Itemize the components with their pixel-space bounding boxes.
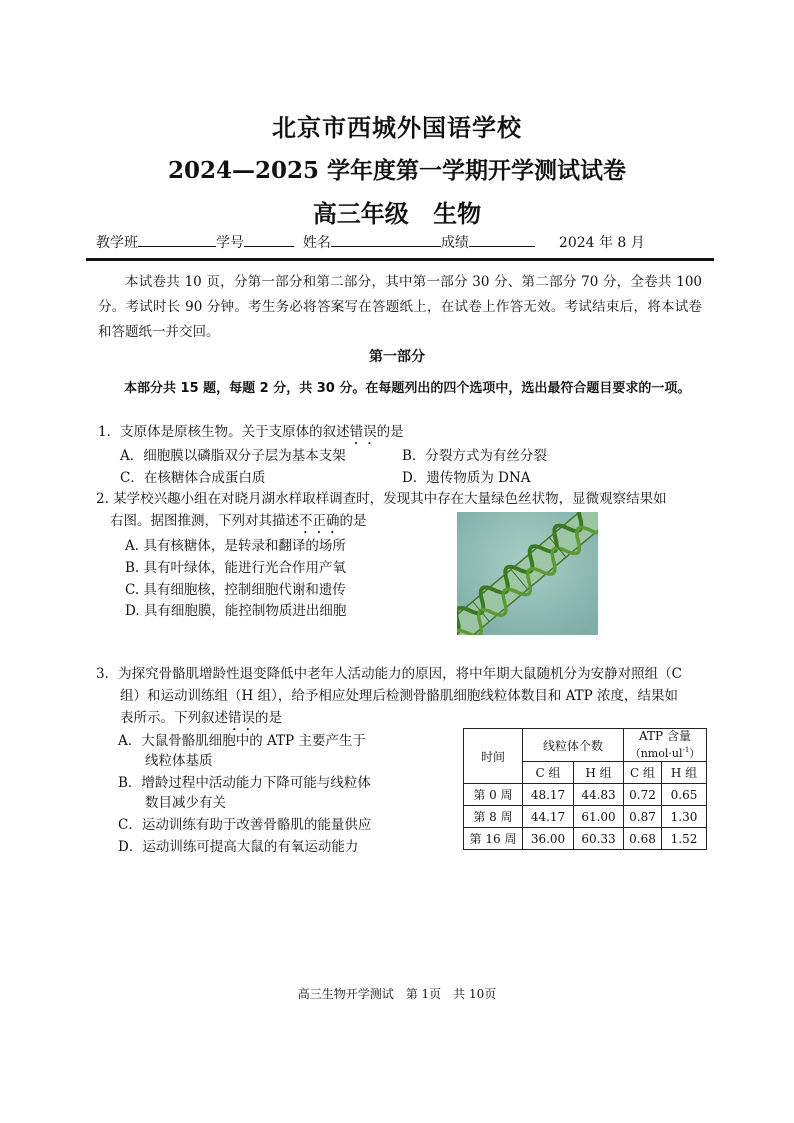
q3-option-b: B．增龄过程中活动能力下降可能与线粒体	[118, 775, 371, 791]
spirogyra-micrograph	[457, 512, 598, 635]
table-row	[464, 784, 707, 806]
class-field[interactable]	[138, 232, 216, 247]
table-cell: 0.87	[624, 806, 662, 828]
table-cell: 60.33	[574, 828, 624, 850]
table-cell: 0.65	[662, 784, 707, 806]
table-cell: 第 8 周	[464, 806, 523, 828]
school-name: 北京市西城外国语学校	[272, 113, 522, 142]
name-field[interactable]	[331, 232, 441, 247]
table-cell: 44.17	[523, 806, 574, 828]
q1-stem: 1．支原体是原核生物。关于支原体的叙述错误的是	[98, 424, 404, 440]
grade-subject	[0, 194, 794, 229]
q2-emphasis: 不正确	[299, 513, 340, 529]
atp-c-header: C 组	[624, 762, 662, 784]
q2-option-c: C. 具有细胞核，控制细胞代谢和遗传	[125, 582, 346, 598]
q2-stem-line1: 2. 某学校兴趣小组在对晓月湖水样取样调查时，发现其中存在大量绿色丝状物，显微观察结果如	[96, 491, 667, 507]
filament-image	[457, 512, 598, 635]
score-field[interactable]	[469, 232, 535, 247]
q1-option-a: A．细胞膜以磷脂双分子层为基本支架	[120, 448, 346, 464]
score-label: 成绩	[440, 235, 469, 251]
q3-stem-line2: 组）和运动训练组（H 组），给予相应处理后检测骨骼肌细胞线粒体数目和 ATP 浓度，结果如	[120, 688, 678, 704]
q3-option-c: C．运动训练有助于改善骨骼肌的能量供应	[118, 817, 372, 833]
student-info-row	[96, 232, 716, 252]
q3-emphasis: 错误	[228, 710, 255, 726]
table-cell: 44.83	[574, 784, 624, 806]
q3-stem-line3: 表所示。下列叙述错误的是	[120, 710, 282, 726]
table-cell: 61.00	[574, 806, 624, 828]
table-cell: 第 16 周	[464, 828, 523, 850]
q3-option-d: D．运动训练可提高大鼠的有氧运动能力	[118, 839, 359, 855]
q2-stem-line2: 右图。据图推测，下列对其描述不正确的是	[110, 513, 367, 529]
table-cell: 1.30	[662, 806, 707, 828]
table-cell: 36.00	[523, 828, 574, 850]
table-cell: 第 0 周	[464, 784, 523, 806]
q2-option-d: D. 具有细胞膜，能控制物质进出细胞	[125, 603, 347, 619]
q3-stem-line1: 3．为探究骨骼肌增龄性退变降低中老年人活动能力的原因，将中年期大鼠随机分为安静对照组（C	[96, 666, 682, 682]
atp-header: ATP 含量 $(nmol\cdot ul^{-1})$	[624, 729, 707, 762]
atp-table	[463, 728, 707, 850]
q1-option-b: B．分裂方式为有丝分裂	[402, 448, 547, 464]
q1-option-c: C．在核糖体合成蛋白质	[120, 470, 266, 486]
exam-date: 2024 年 8 月	[558, 235, 645, 251]
atp-table-wrap	[463, 728, 707, 850]
atp-h-header: H 组	[662, 762, 707, 784]
q1-option-d: D．遗传物质为 DNA	[402, 470, 531, 486]
class-label: 教学班	[96, 235, 138, 251]
table-cell: 0.72	[624, 784, 662, 806]
table-cell: 1.52	[662, 828, 707, 850]
subject: 生物	[433, 199, 482, 228]
part-one-heading: 第一部分	[369, 349, 425, 365]
name-label: 姓名	[302, 235, 331, 251]
mito-c-header: C 组	[523, 762, 574, 784]
grade: 高三年级	[312, 199, 409, 228]
mito-header: 线粒体个数	[523, 729, 624, 762]
table-cell: 0.68	[624, 828, 662, 850]
mito-h-header: H 组	[574, 762, 624, 784]
exam-intro: 本试卷共 10 页，分第一部分和第二部分，其中第一部分 30 分、第二部分 70 分，全卷共 100 分。考试时长 90 分钟。考生务必将答案写在答题纸上，在试卷上作答无效。考试结束后，将本试卷和答题纸一并交回。	[98, 274, 702, 340]
q3-option-a-cont: 线粒体基质	[145, 753, 213, 769]
q1-emphasis: 错误	[349, 424, 377, 440]
part-one-instructions: 本部分共 15 题，每题 2 分，共 30 分。在每题列出的四个选项中，选出最符合题目要求的一项。	[124, 381, 691, 396]
q2-option-a: A. 具有核糖体，是转录和翻译的场所	[125, 538, 346, 554]
id-field[interactable]	[244, 232, 294, 247]
page-footer: 高三生物开学测试 第 1页 共 10页	[297, 987, 497, 1001]
q3-option-b-cont: 数目减少有关	[145, 795, 226, 811]
table-cell: 48.17	[523, 784, 574, 806]
id-label: 学号	[216, 235, 244, 251]
q2-option-b: B. 具有叶绿体，能进行光合作用产氧	[125, 560, 347, 576]
exam-title: 2024—2025 学年度第一学期开学测试试卷	[167, 157, 627, 184]
table-row	[464, 806, 707, 828]
table-row	[464, 828, 707, 850]
header-rule	[86, 258, 714, 261]
q3-option-a: A．大鼠骨骼肌细胞中的 ATP 主要产生于	[118, 733, 366, 749]
time-header: 时间	[464, 729, 523, 784]
